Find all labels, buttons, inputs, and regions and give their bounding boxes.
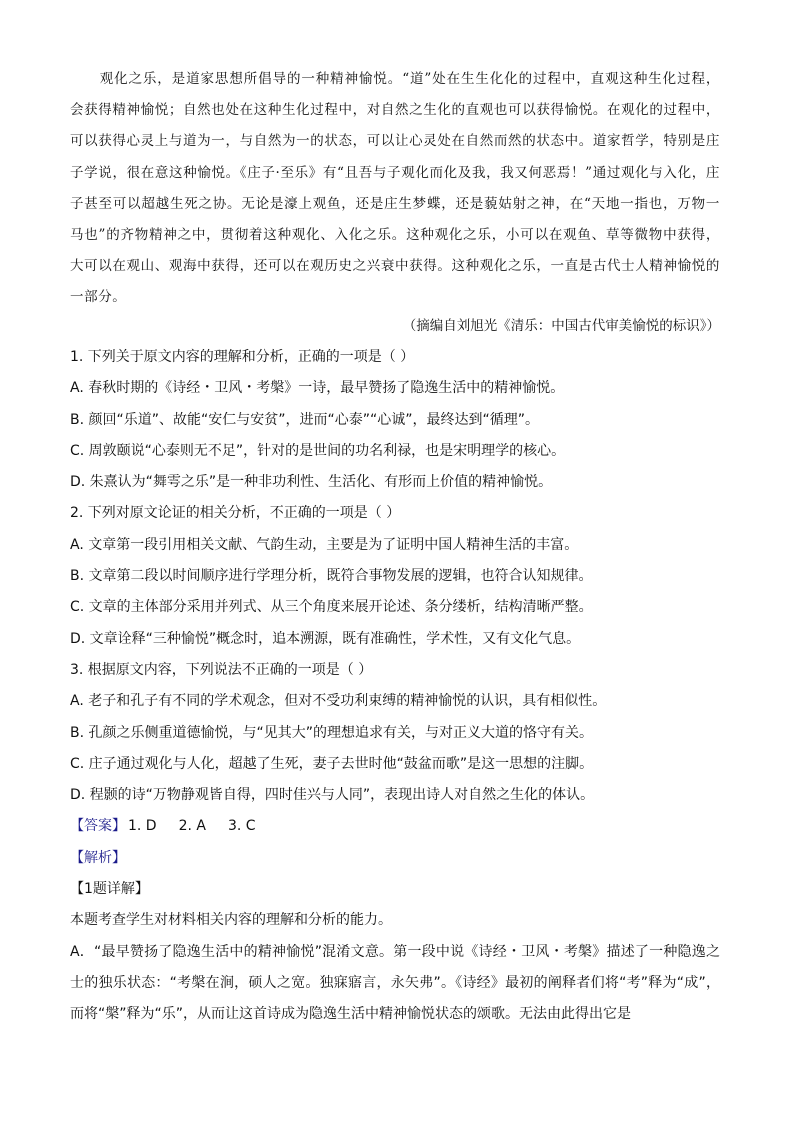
analysis-detail-label: 【1题详解】: [70, 881, 149, 898]
question-1-option-b: B. 颜回“乐道”、故能“安仁与安贫”，进而“心泰”“心诚”，最终达到“循理”。: [70, 411, 540, 428]
passage-source: （摘编自刘旭光《清乐：中国古代审美愉悦的标识》）: [402, 318, 720, 334]
question-2-option-a: A. 文章第一段引用相关文献、气韵生动，主要是为了证明中国人精神生活的丰富。: [70, 536, 579, 553]
question-2-option-b: B. 文章第二段以时间顺序进行学理分析，既符合事物发展的逻辑，也符合认知规律。: [70, 568, 593, 585]
answer-value-3: 3. C: [227, 818, 256, 835]
passage-block: [70, 64, 720, 314]
analysis-label: 【解析】: [70, 849, 126, 866]
question-3-stem: 3. 根据原文内容，下列说法不正确的一项是（ ）: [70, 661, 373, 678]
question-3-option-d: D. 程颢的诗“万物静观皆自得，四时佳兴与人同”，表现出诗人对自然之生化的体认。: [70, 787, 595, 804]
analysis-item-a: A．“最早赞扬了隐逸生活中的精神愉悦”混淆文意。第一段中说《诗经・卫风・考槃》描述了一种隐逸之士的独乐状态：“考槃在涧，硕人之宽。独寐寤言，永矢弗”。《诗经》最初的阐释者们将“考”释为“成”，而将“槃”释为“乐”，从而让这首诗成为隐逸生活中精神愉悦状态的颂歌。无法由此得出它是: [70, 943, 720, 1023]
question-2-option-c: C. 文章的主体部分采用并列式、从三个角度来展开论述、条分缕析，结构清晰严整。: [70, 599, 593, 616]
answer-line: [70, 811, 720, 842]
questions-section: [70, 342, 720, 1031]
question-2-option-d: D. 文章诠释“三种愉悦”概念时，追本溯源，既有准确性，学术性，又有文化气息。: [70, 630, 581, 647]
question-3-option-b: B. 孔颜之乐侧重道德愉悦，与“见其大”的理想追求有关，与对正义大道的恪守有关。: [70, 724, 594, 741]
question-1-option-c: C. 周敦颐说“心泰则无不足”，针对的是世间的功名利禄，也是宋明理学的核心。: [70, 442, 566, 459]
analysis-intro: 本题考查学生对材料相关内容的理解和分析的能力。: [70, 912, 392, 929]
question-1-stem: 1. 下列关于原文内容的理解和分析，正确的一项是（ ）: [70, 349, 415, 365]
answer-value-1: 1. D: [128, 818, 157, 835]
question-2-stem: 2. 下列对原文论证的相关分析，不正确的一项是（ ）: [70, 505, 401, 522]
question-1-option-d: D. 朱熹认为“舞雩之乐”是一种非功利性、生活化、有形而上价值的精神愉悦。: [70, 474, 553, 491]
answer-tag: 【答案】: [70, 818, 126, 835]
question-3-option-c: C. 庄子通过观化与人化，超越了生死，妻子去世时他“鼓盆而歌”是这一思想的注脚。: [70, 755, 594, 772]
answer-value-2: 2. A: [178, 818, 206, 835]
passage-paragraph: 观化之乐，是道家思想所倡导的一种精神愉悦。“道”处在生生化化的过程中，直观这种生化过程，会获得精神愉悦；自然也处在这种生化过程中，对自然之生化的直观也可以获得愉悦。在观化的过程中，可以获得心灵上与道为一，与自然为一的状态，可以让心灵处在自然而然的状态中。道家哲学，特别是庄子学说，很在意这种愉悦。《庄子·至乐》有“且吾与子观化而化及我，我又何恶焉！”通过观化与入化，庄子甚至可以超越生死之协。无论是濠上观鱼，还是庄生梦蝶，还是藐姑射之神，在“天地一指也，万物一马也”的齐物精神之中，贯彻着这种观化、入化之乐。这种观化之乐，小可以在观鱼、草等微物中获得，大可以在观山、观海中获得，还可以在观历史之兴衰中获得。这种观化之乐，一直是古代士人精神愉悦的一部分。: [70, 71, 720, 306]
question-3-option-a: A. 老子和孔子有不同的学术观念，但对不受功利束缚的精神愉悦的认识，具有相似性。: [70, 693, 607, 710]
question-1-option-a: A. 春秋时期的《诗经・卫风・考槃》一诗，最早赞扬了隐逸生活中的精神愉悦。: [70, 380, 565, 397]
